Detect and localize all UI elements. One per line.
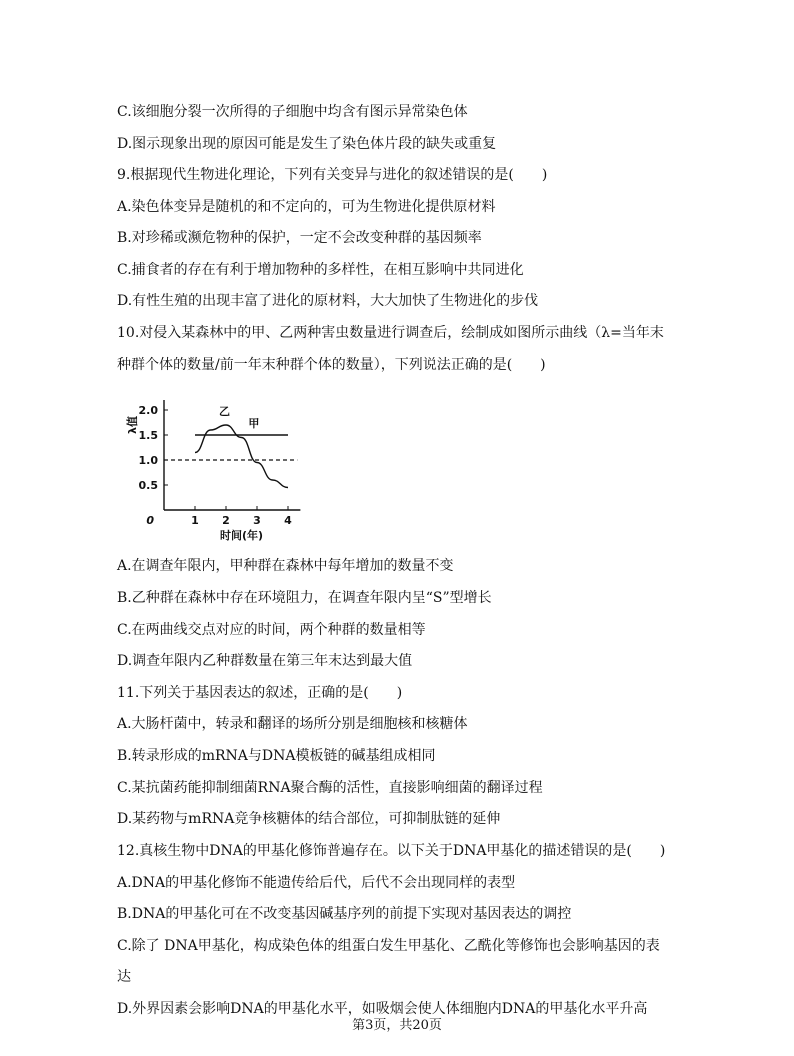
y-tick-label: 2.0 [138, 404, 158, 417]
line-6: D.有性生殖的出现丰富了进化的原材料，大大加快了生物进化的步伐 [117, 293, 539, 309]
x-tick-label: 4 [284, 514, 292, 527]
line-11: C.在两曲线交点对应的时间，两个种群的数量相等 [117, 622, 426, 638]
page-footer: 第3页，共20页 [352, 1018, 442, 1033]
x-axis-label: 时间(年) [219, 529, 264, 542]
line-0: C.该细胞分裂一次所得的子细胞中均含有图示异常染色体 [117, 104, 468, 120]
line-1: D.图示现象出现的原因可能是发生了染色体片段的缺失或重复 [117, 136, 497, 152]
line-21: C.除了 DNA甲基化，构成染色体的组蛋白发生甲基化、乙酰化等修饰也会影响基因的表 [117, 938, 660, 954]
line-19: A.DNA的甲基化修饰不能遗传给后代，后代不会出现同样的表型 [117, 875, 516, 891]
x-tick-label: 1 [191, 514, 199, 527]
line-14: A.大肠杆菌中，转录和翻译的场所分别是细胞核和核糖体 [117, 716, 468, 732]
line-22: 达 [117, 969, 131, 985]
line-17: D.某药物与mRNA竞争核糖体的结合部位，可抑制肽链的延伸 [117, 811, 501, 827]
y-tick-label: 0.5 [138, 479, 158, 492]
y-tick-label: 1.0 [138, 454, 158, 467]
line-18: 12.真核生物中DNA的甲基化修饰普遍存在。以下关于DNA甲基化的描述错误的是( ) [117, 843, 666, 859]
line-10: B.乙种群在森林中存在环境阻力，在调查年限内呈“S”型增长 [117, 590, 492, 606]
line-12: D.调查年限内乙种群数量在第三年末达到最大值 [117, 653, 413, 669]
origin-label: 0 [146, 514, 154, 527]
line-16: C.某抗菌药能抑制细菌RNA聚合酶的活性，直接影响细菌的翻译过程 [117, 780, 543, 796]
y-tick-label: 1.5 [138, 429, 158, 442]
line-3: A.染色体变异是随机的和不定向的，可为生物进化提供原材料 [117, 199, 496, 215]
line-5: C.捕食者的存在有利于增加物种的多样性，在相互影响中共同进化 [117, 262, 524, 278]
y-axis-label: λ值 [126, 416, 139, 434]
series-label-yi: 乙 [218, 405, 230, 418]
line-13: 11.下列关于基因表达的叙述，正确的是( ) [117, 685, 403, 701]
line-2: 9.根据现代生物进化理论，下列有关变异与进化的叙述错误的是( ) [117, 167, 548, 183]
x-tick-label: 2 [222, 514, 230, 527]
x-tick-label: 3 [253, 514, 261, 527]
line-23: D.外界因素会影响DNA的甲基化水平，如吸烟会使人体细胞内DNA的甲基化水平升高 [117, 1001, 648, 1017]
line-9: A.在调查年限内，甲种群在森林中每年增加的数量不变 [117, 558, 454, 574]
line-8: 种群个体的数量/前一年末种群个体的数量），下列说法正确的是( ) [117, 357, 546, 373]
line-4: B.对珍稀或濒危物种的保护，一定不会改变种群的基因频率 [117, 230, 482, 246]
line-15: B.转录形成的mRNA与DNA模板链的碱基组成相同 [117, 748, 436, 764]
line-20: B.DNA的甲基化可在不改变基因碱基序列的前提下实现对基因表达的调控 [117, 906, 572, 922]
line-7: 10.对侵入某森林中的甲、乙两种害虫数量进行调查后，绘制成如图所示曲线（λ=当年末 [117, 325, 664, 341]
lambda-chart [128, 392, 308, 542]
series-label-jia: 甲 [248, 417, 260, 430]
